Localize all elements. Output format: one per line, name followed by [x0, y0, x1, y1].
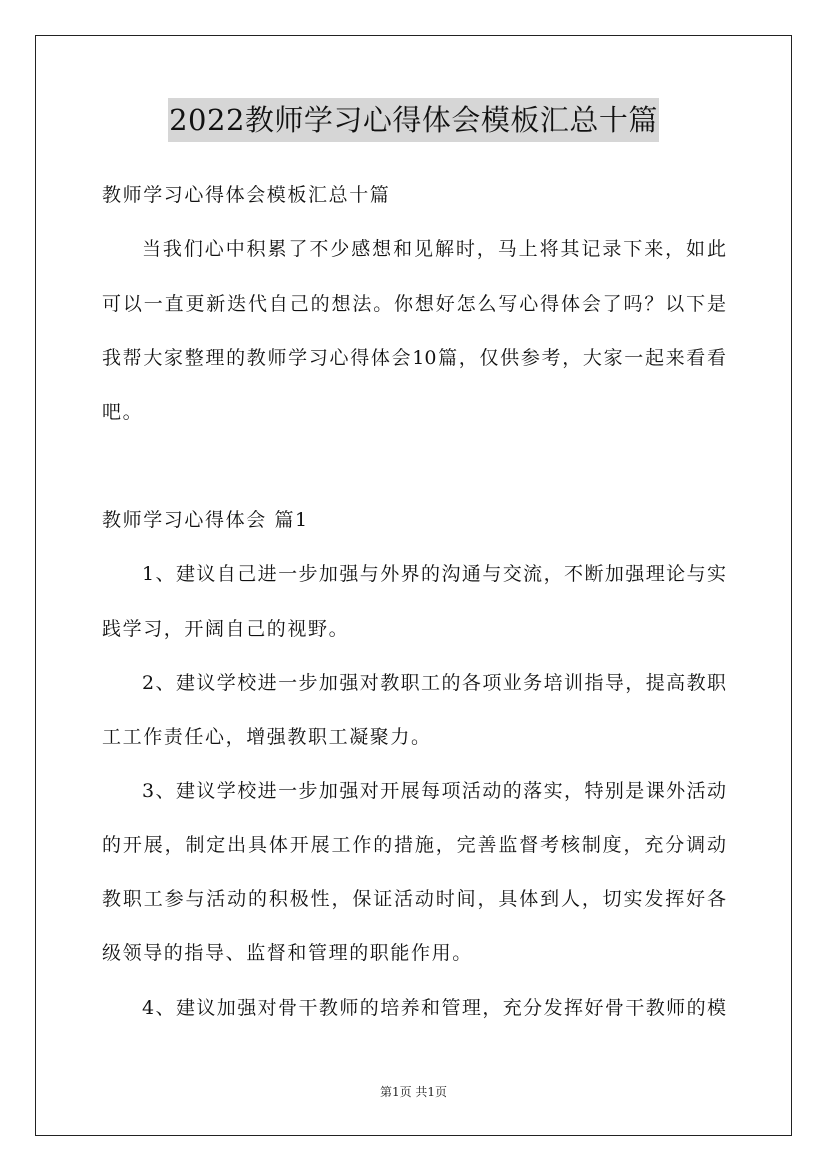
intro-line: 我帮大家整理的教师学习心得体会10篇，仅供参考，大家一起来看看 [102, 347, 726, 369]
intro-line: 吧。 [102, 401, 144, 423]
item-line: 教职工参与活动的积极性，保证活动时间，具体到人，切实发挥好各 [102, 888, 726, 910]
intro-line: 当我们心中积累了不少感想和见解时，马上将其记录下来，如此 [142, 238, 726, 260]
item-line: 践学习，开阔自己的视野。 [102, 618, 350, 640]
subtitle: 教师学习心得体会模板汇总十篇 [102, 184, 391, 206]
section-heading: 教师学习心得体会 篇1 [102, 509, 309, 531]
item-line: 1、建议自己进一步加强与外界的沟通与交流，不断加强理论与实 [142, 563, 726, 585]
item-line: 级领导的指导、监督和管理的职能作用。 [102, 942, 473, 964]
item-line: 3、建议学校进一步加强对开展每项活动的落实，特别是课外活动 [142, 780, 726, 802]
title-container [0, 98, 827, 142]
intro-line: 可以一直更新迭代自己的想法。你想好怎么写心得体会了吗？以下是 [102, 293, 726, 315]
item-line: 的开展，制定出具体开展工作的措施，完善监督考核制度，充分调动 [102, 834, 726, 856]
item-line: 2、建议学校进一步加强对教职工的各项业务培训指导，提高教职 [142, 672, 726, 694]
item-line: 4、建议加强对骨干教师的培养和管理，充分发挥好骨干教师的模 [142, 997, 726, 1019]
page-footer: 第1页 共1页 [379, 1085, 448, 1099]
item-line: 工工作责任心，增强教职工凝聚力。 [102, 726, 432, 748]
document-title: 2022教师学习心得体会模板汇总十篇 [168, 98, 659, 142]
